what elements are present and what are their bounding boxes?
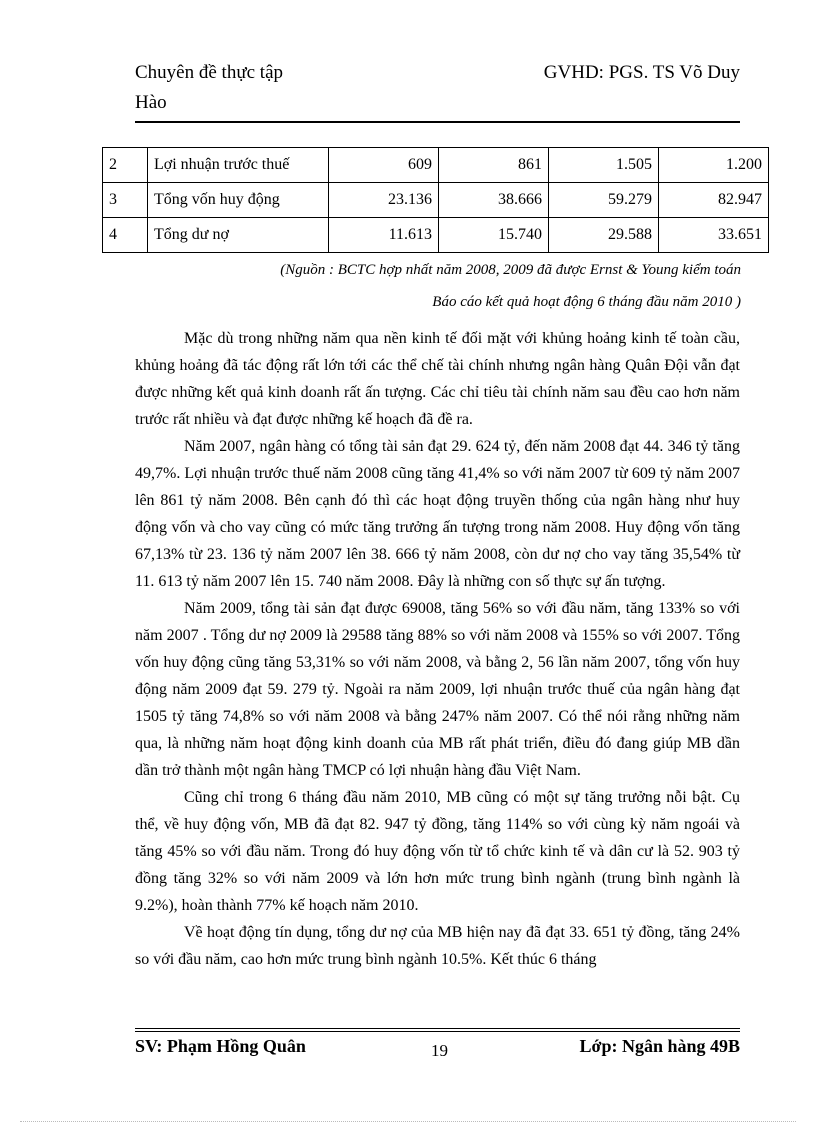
footer-rule [135,1028,740,1029]
paragraph: Mặc dù trong những năm qua nền kinh tế đối mặt với khủng hoảng kinh tế toàn cầu, khủng hoảng đã tác động rất lớn tới các thể chế tài chính nhưng ngân hàng Quân Đội vẫn đạt được những kết quả kinh doanh rất ấn tượng. Các chỉ tiêu tài chính năm sau đều cao hơn năm trước rất nhiều và đạt được những kế hoạch đã đề ra. [135,330,740,428]
table-cell: 609 [329,148,439,183]
table-cell: 23.136 [329,183,439,218]
row-label: Lợi nhuận trước thuế [148,148,329,183]
row-number: 3 [103,183,148,218]
paragraph: Về hoạt động tín dụng, tổng dư nợ của MB hiện nay đã đạt 33. 651 tỷ đồng, tăng 24% so với đầu năm, cao hơn mức trung bình ngành 10.5%. Kết thúc 6 tháng [135,924,740,968]
table-cell: 59.279 [549,183,659,218]
page-footer [135,1036,740,1066]
table-cell: 11.613 [329,218,439,253]
financial-table [102,147,769,253]
footer-rule [135,1031,740,1032]
header-advisor: GVHD: PGS. TS Võ Duy [543,62,740,83]
paragraph: Năm 2009, tổng tài sản đạt được 69008, tăng 56% so với đầu năm, tăng 133% so với năm 2007 . Tổng dư nợ 2009 là 29588 tăng 88% so với năm 2008 và 155% so với 2007. Tổng vốn huy động cũng tăng 53,31% so với năm 2008, và bằng 2, 56 lần năm 2007, tổng vốn huy động năm 2009 đạt 59. 279 tỷ. Ngoài ra năm 2009, lợi nhuận trước thuế của ngân hàng đạt 1505 tỷ tăng 74,8% so với năm 2008 và bằng 247% năm 2007. Có thể nói rằng những năm qua, là những năm hoạt động kinh doanh của MB rất phát triển, điều đó đang giúp MB dần dần trở thành một ngân hàng TMCP có lợi nhuận hàng đầu Việt Nam. [135,600,740,779]
table-row [103,183,769,218]
table-cell: 38.666 [439,183,549,218]
table-cell: 82.947 [659,183,769,218]
source-note-line1: (Nguồn : BCTC hợp nhất năm 2008, 2009 đã được Ernst & Young kiểm toán [280,262,741,278]
footer-student: SV: Phạm Hồng Quân [135,1036,306,1056]
paragraph: Cũng chỉ trong 6 tháng đầu năm 2010, MB cũng có một sự tăng trưởng nỗi bật. Cụ thể, về huy động vốn, MB đã đạt 82. 947 tỷ đồng, tăng 114% so với cùng kỳ năm ngoái và tăng 45% so với đầu năm. Trong đó huy động vốn từ tổ chức kinh tế và dân cư là 52. 903 tỷ đồng tăng 32% so với năm 2009 và lớn hơn mức trung bình ngành (trung bình ngành là 9.2%), hoàn thành 77% kế hoạch năm 2010. [135,789,740,914]
source-note-line2: Báo cáo kết quả hoạt động 6 tháng đầu năm 2010 ) [432,294,741,310]
row-label: Tổng vốn huy động [148,183,329,218]
body-text [135,325,740,973]
table-cell: 1.505 [549,148,659,183]
header-rule [135,121,740,123]
header-advisor-continuation: Hào [135,92,167,113]
table-row [103,218,769,253]
table-cell: 15.740 [439,218,549,253]
table-cell: 33.651 [659,218,769,253]
footer-class: Lớp: Ngân hàng 49B [579,1036,740,1056]
page-number: 19 [431,1041,448,1060]
table-row [103,148,769,183]
table-cell: 29.588 [549,218,659,253]
row-number: 4 [103,218,148,253]
table-cell: 861 [439,148,549,183]
page-edge [20,1121,796,1122]
header-title: Chuyên đề thực tập [135,62,284,83]
table-cell: 1.200 [659,148,769,183]
row-number: 2 [103,148,148,183]
row-label: Tổng dư nợ [148,218,329,253]
paragraph: Năm 2007, ngân hàng có tổng tài sản đạt 29. 624 tỷ, đến năm 2008 đạt 44. 346 tỷ tăng 49,7%. Lợi nhuận trước thuế năm 2008 cũng tăng 41,4% so với năm 2007 từ 609 tỷ năm 2007 lên 861 tỷ năm 2008. Bên cạnh đó thì các hoạt động truyền thống của ngân hàng như huy động vốn và cho vay cũng có mức tăng trưởng ấn tượng trong năm 2008. Huy động vốn tăng 67,13% từ 23. 136 tỷ năm 2007 lên 38. 666 tỷ năm 2008, còn dư nợ cho vay tăng 35,54% từ 11. 613 tỷ năm 2007 lên 15. 740 năm 2008. Đây là những con số thực sự ấn tượng. [135,438,740,590]
